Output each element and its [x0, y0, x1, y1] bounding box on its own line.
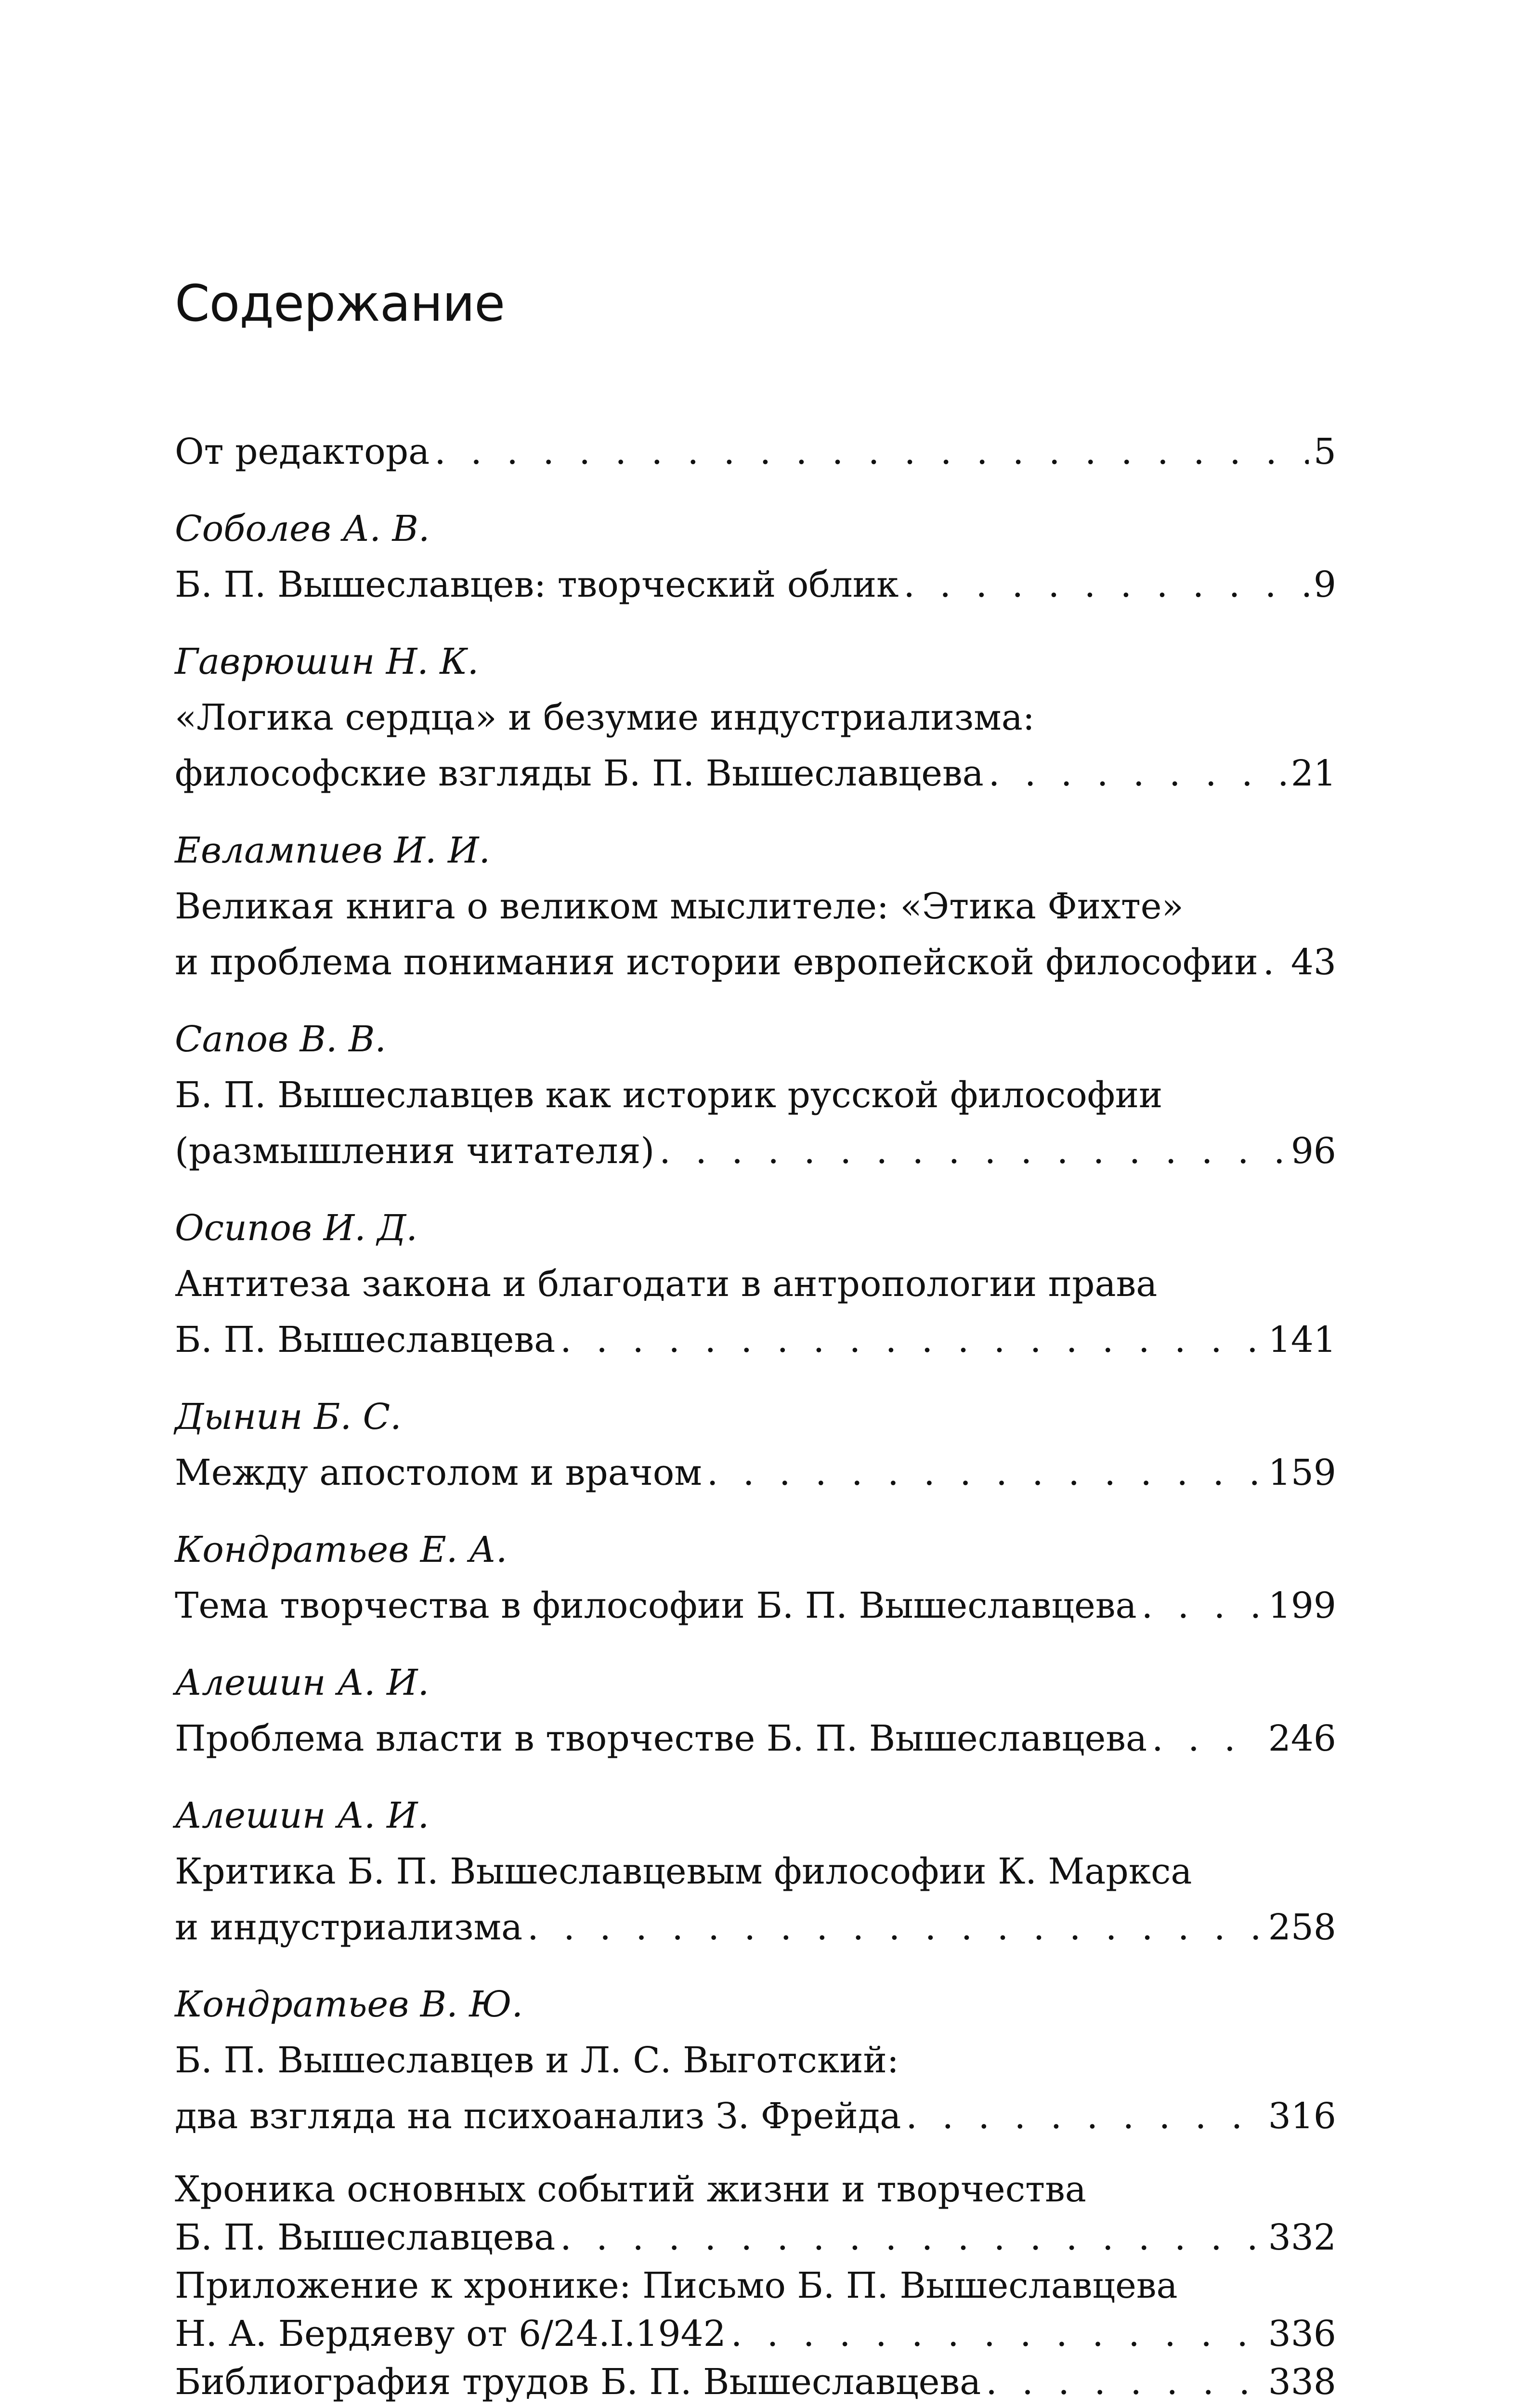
toc-entry-last-line	[175, 424, 1336, 480]
toc-page-number: 336	[1268, 2313, 1336, 2355]
toc-author: Сапов В. В.	[175, 1019, 386, 1060]
toc-entry	[175, 1655, 1336, 1767]
toc-entry-last-line	[175, 746, 1336, 801]
toc-entry-title-line: Б. П. Вышеславцев и Л. С. Выготский:	[175, 2040, 899, 2081]
toc-author: Алешин А. И.	[175, 1662, 430, 1703]
toc-author: Гаврюшин Н. К.	[175, 641, 479, 682]
toc-author: Осипов И. Д.	[175, 1207, 417, 1249]
toc-entry-last-line	[175, 1711, 1336, 1767]
dot-leader	[551, 2406, 1263, 2408]
dot-leader	[989, 746, 1286, 801]
toc-entry	[175, 1200, 1336, 1368]
dot-leader	[1152, 1711, 1263, 1767]
toc-entry-last-line	[175, 2358, 1336, 2406]
table-of-contents	[175, 424, 1336, 2408]
toc-page-number: 199	[1268, 1585, 1336, 1626]
toc-entry-last-line	[175, 1312, 1336, 1368]
toc-entry	[175, 424, 1336, 480]
toc-author: Соболев А. В.	[175, 508, 430, 550]
toc-entry-title-line: Хроника основных событий жизни и творчества	[175, 2169, 1086, 2210]
toc-entry	[175, 1788, 1336, 1955]
dot-leader	[731, 2310, 1263, 2358]
toc-entry	[175, 2406, 1336, 2408]
toc-entry-title	[175, 2406, 547, 2408]
dot-leader	[1142, 1578, 1263, 1634]
toc-entry-last-line	[175, 1899, 1336, 1955]
toc-author: Дынин Б. С.	[175, 1396, 402, 1438]
toc-entry-title: (размышления читателя)	[175, 1130, 655, 1172]
toc-entry-title: Н. А. Бердяеву от 6/24.I.1942	[175, 2313, 726, 2355]
toc-page-number	[1268, 2406, 1336, 2408]
toc-page-number: 258	[1268, 1907, 1336, 1948]
toc-entry-title: Тема творчества в философии Б. П. Вышеславцева	[175, 1585, 1137, 1626]
toc-entry-last-line	[175, 1578, 1336, 1634]
toc-entry-last-line	[175, 2310, 1336, 2358]
dot-leader	[560, 2213, 1263, 2262]
toc-page-number: 338	[1268, 2361, 1336, 2403]
toc-entry	[175, 2262, 1336, 2358]
toc-entry-last-line	[175, 934, 1336, 990]
toc-page-number: 5	[1313, 431, 1336, 472]
toc-entry-title-line: Великая книга о великом мыслителе: «Этика Фихте»	[175, 886, 1184, 927]
dot-leader	[906, 2088, 1263, 2144]
toc-entry-last-line	[175, 2213, 1336, 2262]
toc-entry	[175, 1522, 1336, 1634]
toc-author: Кондратьев В. Ю.	[175, 1984, 523, 2025]
toc-entry-title: Б. П. Вышеславцева	[175, 1319, 556, 1361]
toc-entry	[175, 1976, 1336, 2144]
toc-entry-last-line	[175, 2088, 1336, 2144]
toc-entry-title: философские взгляды Б. П. Вышеславцева	[175, 753, 984, 794]
toc-entry-last-line	[175, 557, 1336, 613]
toc-page-number: 96	[1290, 1130, 1336, 1172]
toc-entry-title: Б. П. Вышеславцева	[175, 2217, 556, 2258]
toc-entry-title: два взгляда на психоанализ З. Фрейда	[175, 2095, 901, 2137]
toc-entry-title-line: Б. П. Вышеславцев как историк русской философии	[175, 1074, 1163, 1116]
toc-entry	[175, 501, 1336, 613]
page-title: Содержание	[175, 274, 505, 333]
toc-entry	[175, 1011, 1336, 1179]
toc-page-number: 246	[1268, 1718, 1336, 1759]
toc-page-number: 21	[1290, 753, 1336, 794]
toc-entry-title-line: Антитеза закона и благодати в антропологии права	[175, 1263, 1158, 1305]
toc-entry	[175, 634, 1336, 801]
toc-entry-title-line: Приложение к хронике: Письмо Б. П. Вышеславцева	[175, 2265, 1178, 2306]
toc-entry	[175, 2358, 1336, 2406]
toc-author: Евлампиев И. И.	[175, 830, 491, 871]
dot-leader	[903, 557, 1309, 613]
toc-entry	[175, 823, 1336, 990]
dot-leader	[434, 424, 1309, 480]
toc-entry-title: Проблема власти в творчестве Б. П. Вышеславцева	[175, 1718, 1147, 1759]
toc-author: Кондратьев Е. А.	[175, 1529, 508, 1570]
dot-leader	[1263, 934, 1286, 990]
toc-page-number: 43	[1290, 942, 1336, 983]
toc-entry-title: От редактора	[175, 431, 430, 472]
dot-leader	[659, 1123, 1286, 1179]
toc-page-number: 159	[1268, 1452, 1336, 1493]
dot-leader	[527, 1899, 1263, 1955]
toc-entry-last-line	[175, 2406, 1336, 2408]
dot-leader	[707, 1445, 1263, 1501]
dot-leader	[560, 1312, 1263, 1368]
toc-entry	[175, 2165, 1336, 2262]
toc-page-number: 141	[1268, 1319, 1336, 1361]
toc-entry-title: Библиография трудов Б. П. Вышеславцева	[175, 2361, 981, 2403]
toc-page-number: 332	[1268, 2217, 1336, 2258]
toc-entry	[175, 1389, 1336, 1501]
toc-entry-title: и индустриализма	[175, 1907, 523, 1948]
toc-page-number: 316	[1268, 2095, 1336, 2137]
toc-entry-last-line	[175, 1123, 1336, 1179]
toc-entry-title: Б. П. Вышеславцев: творческий облик	[175, 564, 899, 605]
toc-entry-title-line: Критика Б. П. Вышеславцевым философии К. Маркса	[175, 1851, 1192, 1892]
dot-leader	[986, 2358, 1263, 2406]
toc-entry-last-line	[175, 1445, 1336, 1501]
toc-entry-title-line: «Логика сердца» и безумие индустриализма:	[175, 697, 1035, 738]
toc-author: Алешин А. И.	[175, 1795, 430, 1836]
toc-page-number: 9	[1313, 564, 1336, 605]
toc-entry-title: и проблема понимания истории европейской философии	[175, 942, 1258, 983]
toc-entry-title: Между апостолом и врачом	[175, 1452, 702, 1493]
